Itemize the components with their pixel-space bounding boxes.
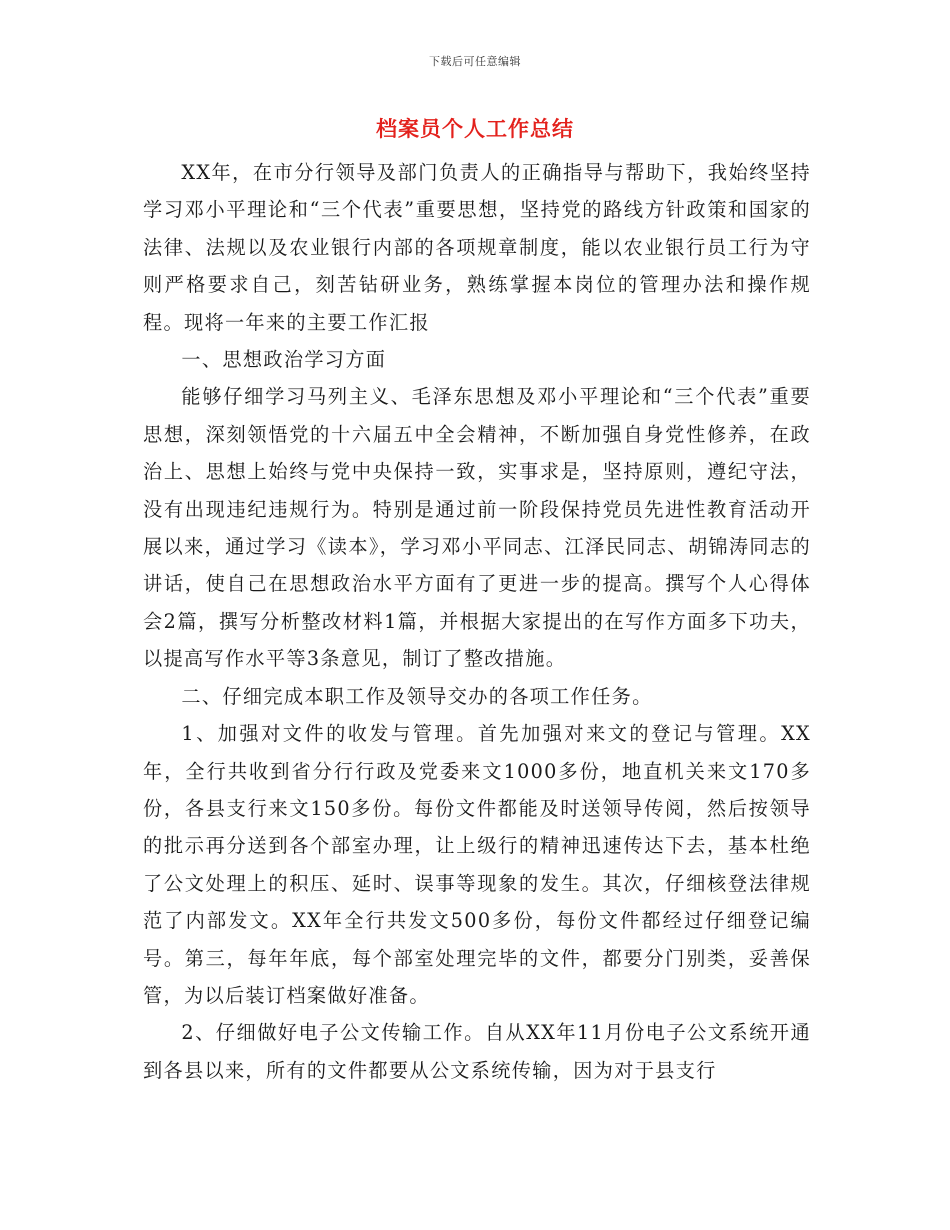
document-body xyxy=(143,154,811,1089)
section-heading-duties: 二、仔细完成本职工作及领导交办的各项工作任务。 xyxy=(181,684,653,708)
header-note: 下载后可任意编辑 xyxy=(429,55,521,68)
document-title: 档案员个人工作总结 xyxy=(376,116,574,141)
paragraph-document-management: 1、加强对文件的收发与管理。首先加强对来文的登记与管理。XX年，全行共收到省分行行政及党委来文1000多份，地直机关来文170多份，各县支行来文150多份。每份文件都能及时送领导传阅，然后按领导的批示再分送到各个部室办理，让上级行的精神迅速传达下去，基本杜绝了公文处理上的积压、延时、误事等现象的发生。其次，仔细核登法律规范了内部发文。XX年全行共发文500多份，每份文件都经过仔细登记编号。第三，每年年底，每个部室处理完毕的文件，都要分门别类，妥善保管，为以后装订档案做好准备。 xyxy=(143,722,811,1007)
section-heading-political-study: 一、思想政治学习方面 xyxy=(181,348,387,372)
paragraph-intro: XX年，在市分行领导及部门负责人的正确指导与帮助下，我始终坚持学习邓小平理论和“三个代表”重要思想，坚持党的路线方针政策和国家的法律、法规以及农业银行内部的各项规章制度，能以农业银行员工行为守则严格要求自己，刻苦钻研业务，熟练掌握本岗位的管理办法和操作规程。现将一年来的主要工作汇报 xyxy=(143,161,811,334)
paragraph-political-study: 能够仔细学习马列主义、毛泽东思想及邓小平理论和“三个代表”重要思想，深刻领悟党的十六届五中全会精神，不断加强自身党性修养，在政治上、思想上始终与党中央保持一致，实事求是，坚持原则，遵纪守法，没有出现违纪违规行为。特别是通过前一阶段保持党员先进性教育活动开展以来，通过学习《读本》，学习邓小平同志、江泽民同志、胡锦涛同志的讲话，使自己在思想政治水平方面有了更进一步的提高。撰写个人心得体会2篇，撰写分析整改材料1篇，并根据大家提出的在写作方面多下功夫，以提高写作水平等3条意见，制订了整改措施。 xyxy=(143,385,811,671)
paragraph-electronic-transmission: 2、仔细做好电子公文传输工作。自从XX年11月份电子公文系统开通到各县以来，所有的文件都要从公文系统传输，因为对于县支行 xyxy=(143,1021,811,1082)
